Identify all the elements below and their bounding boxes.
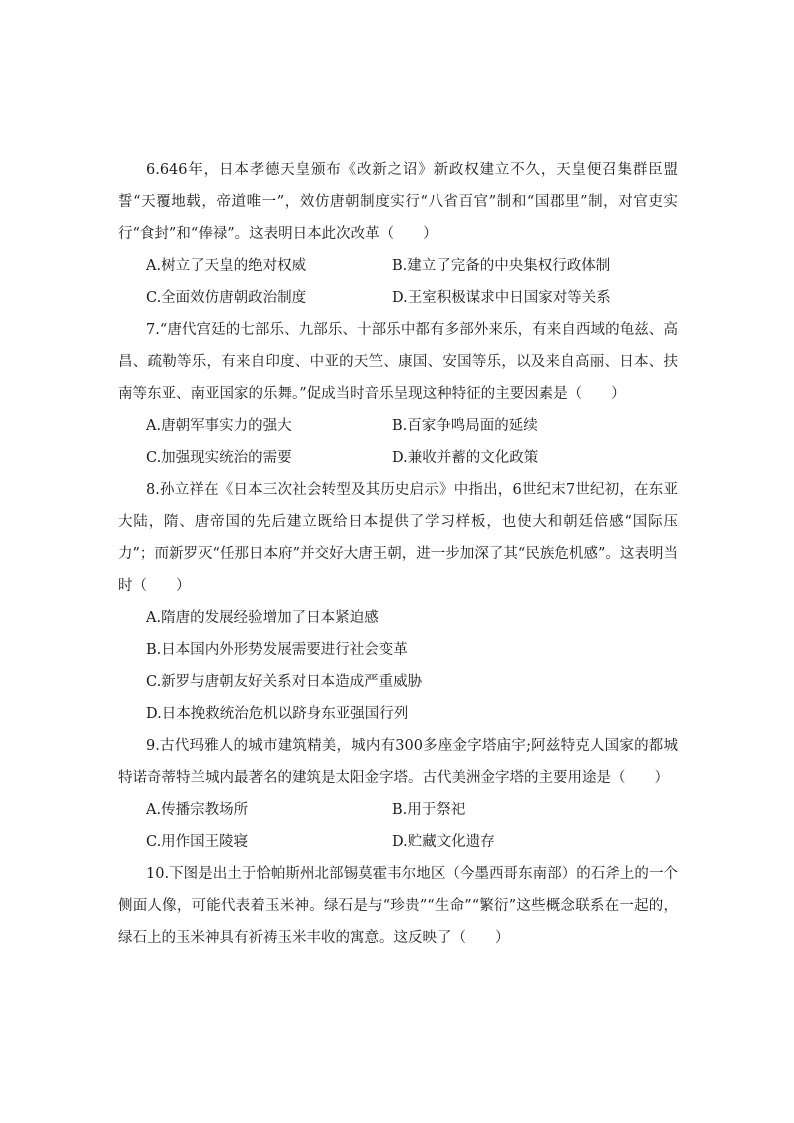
question-8-stem: 8.孙立祥在《日本三次社会转型及其历史启示》中指出，6世纪末7世纪初，在东亚大陆，隋、唐帝国的先后建立既给日本提供了学习样板，也使大和朝廷倍感“国际压力”；而新罗灭“任那日本府”并交好大唐王朝，进一步加深了其“民族危机感”。这表明当时（ ） — [118, 482, 678, 594]
question-9-option-b: B.用于祭祀 — [392, 802, 466, 818]
question-9-option-d: D.贮藏文化遗存 — [392, 834, 495, 850]
question-7-options — [146, 410, 678, 474]
question-9-option-a: A.传播宗教场所 — [146, 802, 249, 818]
question-7-option-c: C.加强现实统治的需要 — [146, 450, 292, 466]
question-6-option-a: A.树立了天皇的绝对权威 — [146, 258, 307, 274]
question-6-option-c: C.全面效仿唐朝政治制度 — [146, 290, 307, 306]
question-9-options — [146, 794, 678, 858]
question-7-option-a: A.唐朝军事实力的强大 — [146, 418, 292, 434]
question-6-option-b: B.建立了完备的中央集权行政体制 — [392, 258, 611, 274]
question-8-option-a: A.隋唐的发展经验增加了日本紧迫感 — [146, 610, 379, 626]
question-8-options — [146, 602, 678, 730]
question-list — [118, 154, 678, 954]
question-8-option-b: B.日本国内外形势发展需要进行社会变革 — [146, 642, 408, 658]
question-7-stem: 7.“唐代宫廷的七部乐、九部乐、十部乐中都有多部外来乐，有来自西域的龟兹、高昌、疏勒等乐，有来自印度、中亚的天竺、康国、安国等乐，以及来自高丽、日本、扶南等东亚、南亚国家的乐舞。”促成当时音乐呈现这种特征的主要因素是（ ） — [118, 322, 678, 402]
question-8-option-c: C.新罗与唐朝友好关系对日本造成严重威胁 — [146, 674, 423, 690]
question-8-option-d: D.日本挽救统治危机以跻身东亚强国行列 — [146, 706, 409, 722]
question-6-stem: 6.646年，日本孝德天皇颁布《改新之诏》新政权建立不久，天皇便召集群臣盟誓“天覆地载，帝道唯一”，效仿唐朝制度实行“八省百官”制和“国郡里”制，对官吏实行“食封”和“俸禄”。这表明日本此次改革（ ） — [118, 162, 678, 242]
question-9-stem: 9.古代玛雅人的城市建筑精美，城内有300多座金字塔庙宇;阿兹特克人国家的都城特诺奇蒂特兰城内最著名的建筑是太阳金字塔。古代美洲金字塔的主要用途是（ ） — [118, 738, 678, 786]
question-9-option-c: C.用作国王陵寝 — [146, 834, 249, 850]
question-7-option-b: B.百家争鸣局面的延续 — [392, 418, 538, 434]
question-6-option-d: D.王室积极谋求中日国家对等关系 — [392, 290, 611, 306]
question-6-options — [146, 250, 678, 314]
question-7-option-d: D.兼收并蓄的文化政策 — [392, 450, 539, 466]
question-10-stem: 10.下图是出土于恰帕斯州北部锡莫霍韦尔地区（今墨西哥东南部）的石斧上的一个侧面人像，可能代表着玉米神。绿石是与“珍贵”“生命”“繁衍”这些概念联系在一起的，绿石上的玉米神具有祈祷玉米丰收的寓意。这反映了（ ） — [118, 866, 678, 946]
